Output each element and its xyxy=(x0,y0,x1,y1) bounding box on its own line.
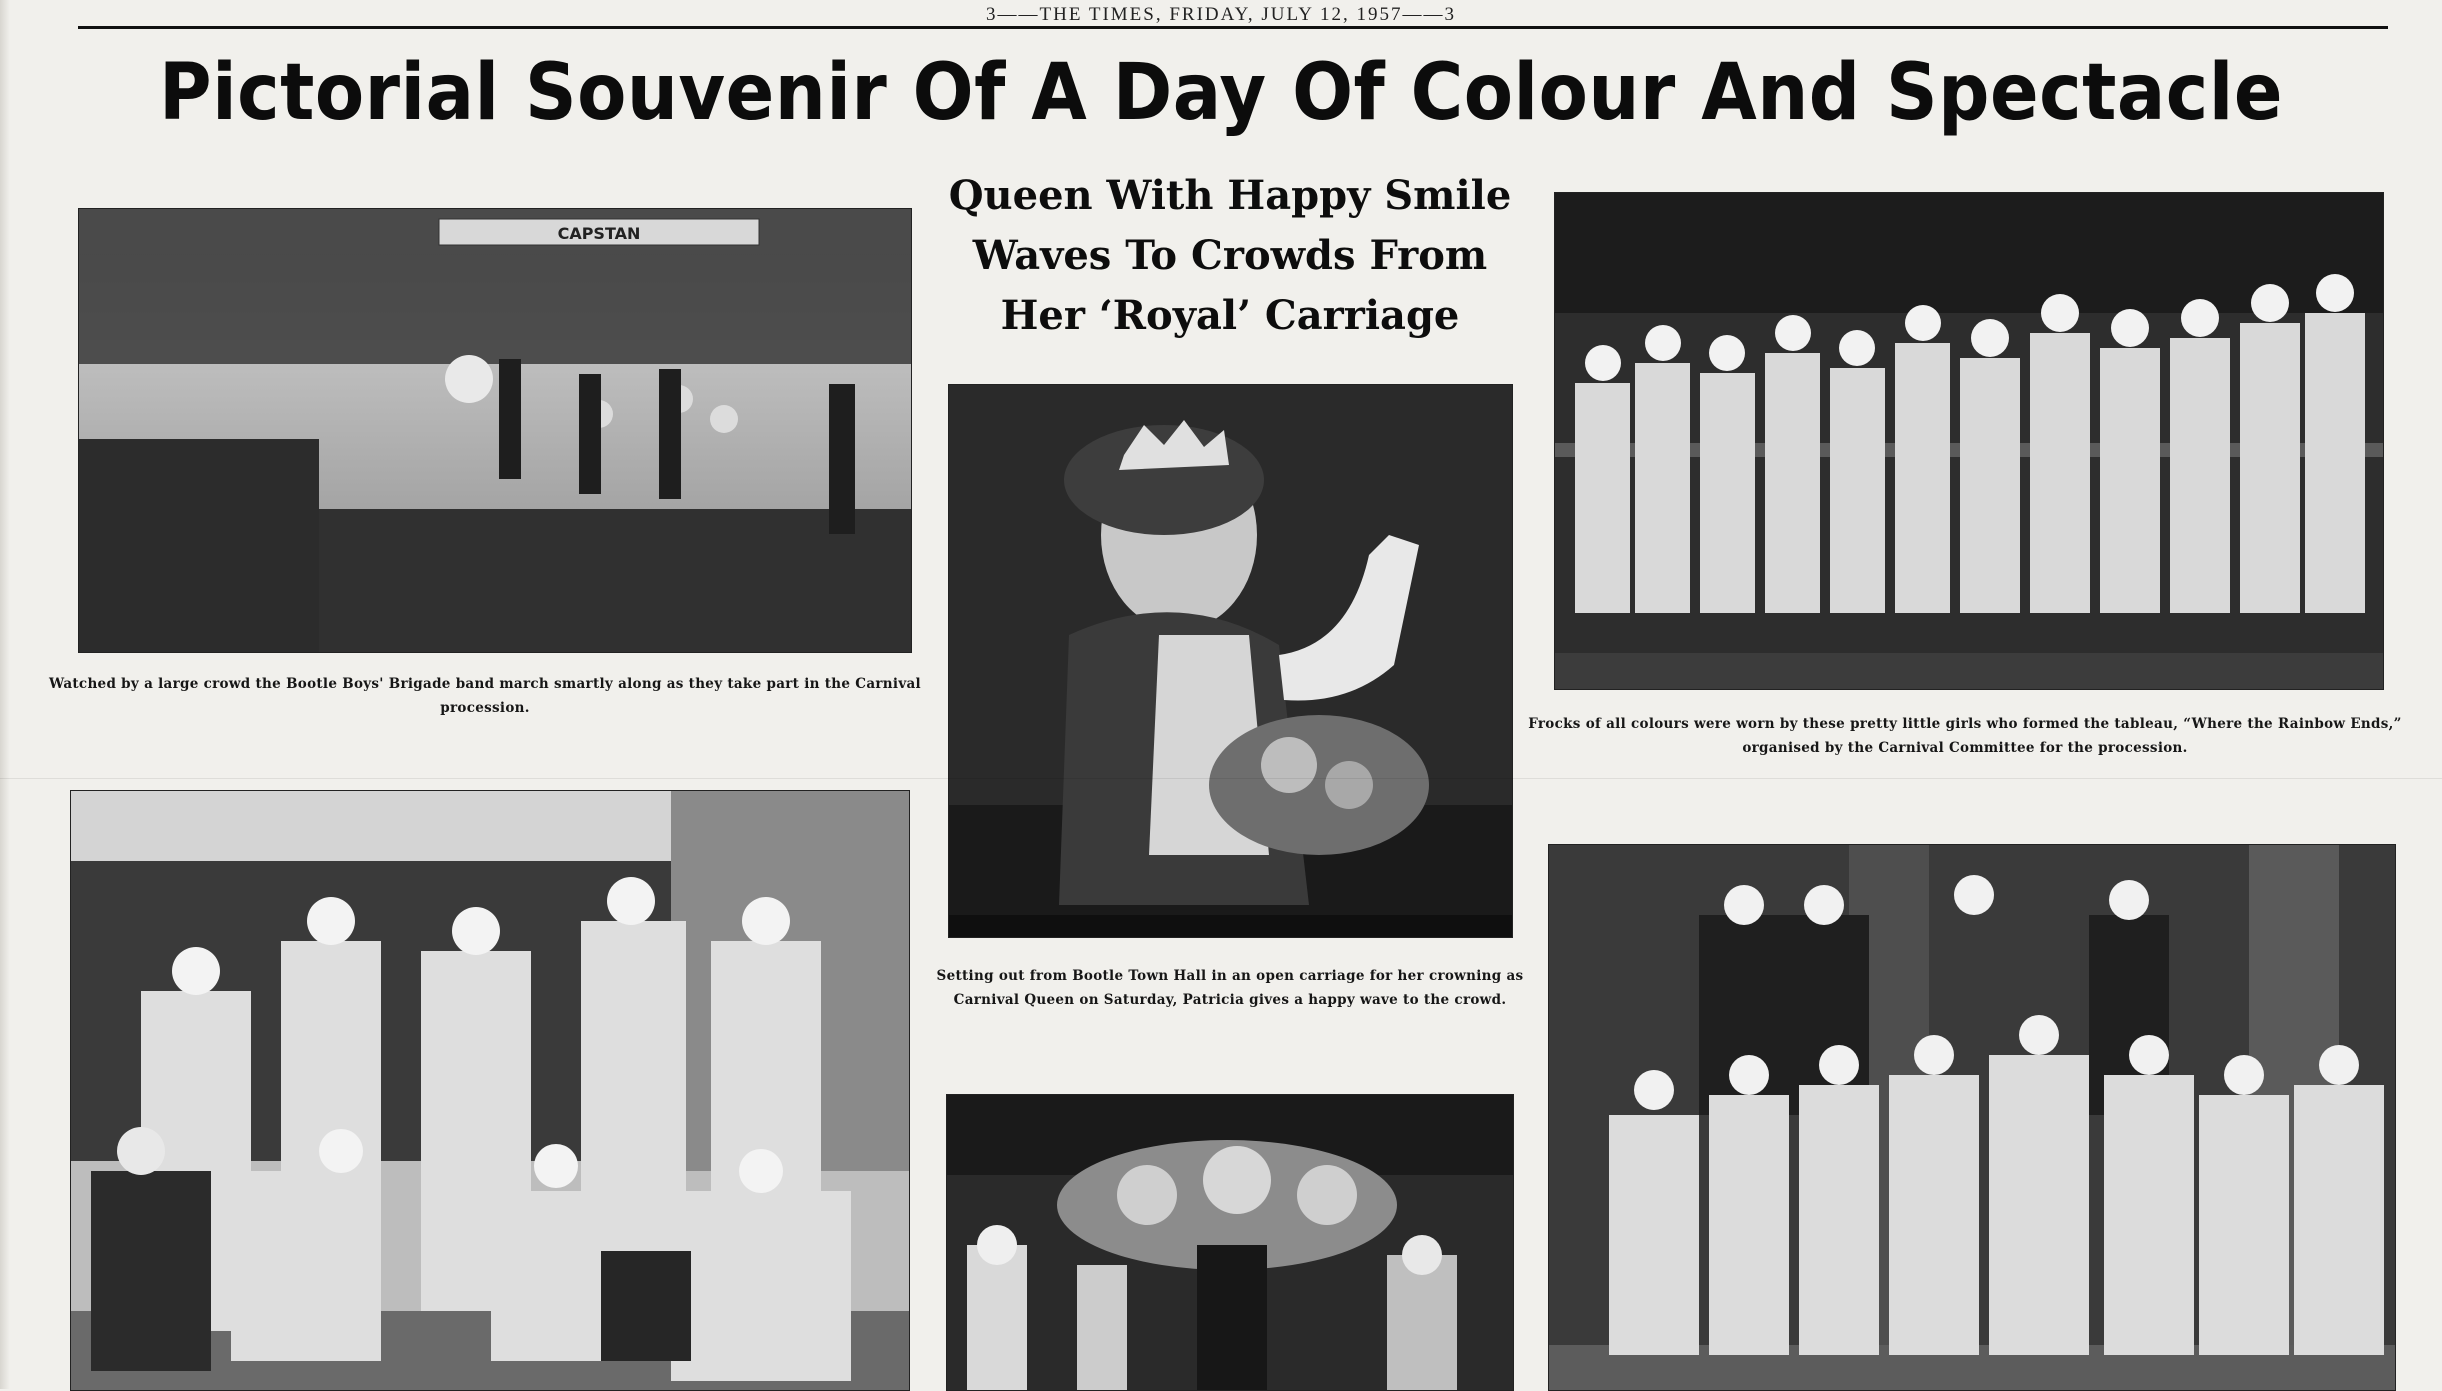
shop-sign-text: CAPSTAN xyxy=(557,224,641,243)
queen-carriage-image xyxy=(949,385,1512,937)
subhead-line-3: Her ‘Royal’ Carriage xyxy=(1000,292,1460,339)
photo-queen-carriage xyxy=(948,384,1513,938)
band-march-image xyxy=(79,209,911,652)
page-edge-shadow xyxy=(0,0,10,1389)
horse-floral-image xyxy=(947,1095,1513,1390)
photo-committee-group xyxy=(1548,844,2396,1391)
caption-queen-carriage: Setting out from Bootle Town Hall in an open carriage for her crowning as Carnival Queen on Saturday, Patricia gives a happy wave to the crowd. xyxy=(936,968,1524,1008)
rainbow-tableau-image xyxy=(1555,193,2383,689)
photo-horse-floral xyxy=(946,1094,1514,1391)
subhead-line-2: Waves To Crowds From xyxy=(972,232,1488,279)
photo-band-march xyxy=(78,208,912,653)
folio-line: 3——THE TIMES, FRIDAY, JULY 12, 1957——3 xyxy=(986,4,1456,25)
court-group-image xyxy=(71,791,909,1390)
subhead-line-1: Queen With Happy Smile xyxy=(948,172,1512,219)
center-subheadline xyxy=(920,166,1540,346)
page-headline: Pictorial Souvenir Of A Day Of Colour And Spectacle xyxy=(159,48,2283,138)
caption-band-march: Watched by a large crowd the Bootle Boys' Brigade band march smartly along as they take part in the Carnival procession. xyxy=(49,676,921,716)
committee-group-image xyxy=(1549,845,2395,1390)
photo-rainbow-tableau xyxy=(1554,192,2384,690)
caption-rainbow-tableau: Frocks of all colours were worn by these pretty little girls who formed the tableau, “Where the Rainbow Ends,” organised by the Carnival Committee for the procession. xyxy=(1528,716,2402,756)
fold-crease xyxy=(0,778,2442,779)
folio-rule xyxy=(78,26,2388,29)
photo-court-group xyxy=(70,790,910,1391)
